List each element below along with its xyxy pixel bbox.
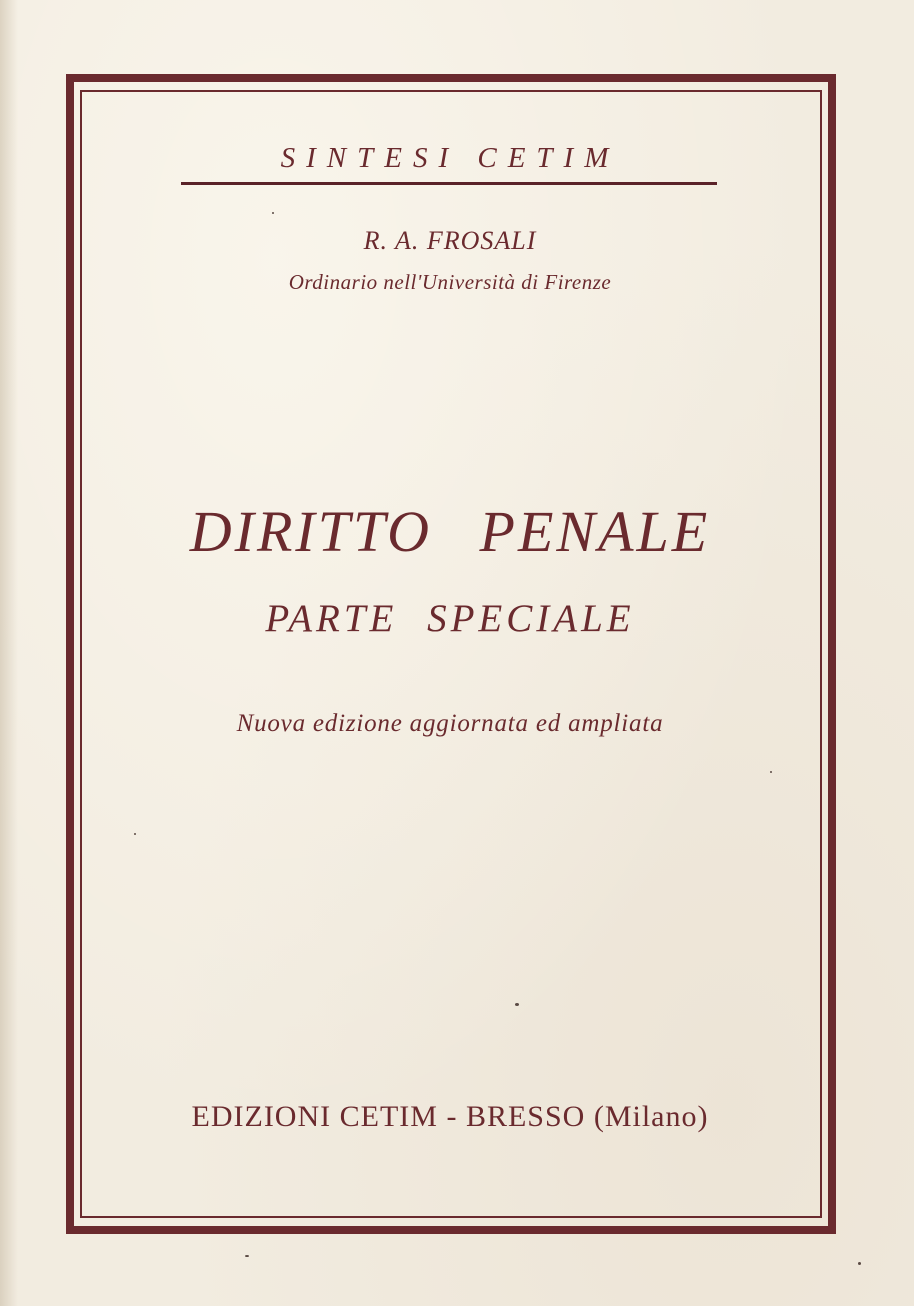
paper-speck [770,771,772,773]
inner-border-frame [80,90,822,1218]
paper-speck [858,1262,861,1265]
book-subtitle: PARTE SPECIALE [265,597,635,640]
paper-speck [515,1003,519,1006]
paper-speck [245,1255,249,1257]
paper-edge-shading [0,0,18,1306]
paper-speck [134,833,136,835]
book-title: DIRITTO PENALE [189,499,711,564]
author-name: R. A. FROSALI [363,226,537,255]
series-name: SINTESI CETIM [280,142,620,174]
edition-note: Nuova edizione aggiornata ed ampliata [236,710,664,737]
publisher-imprint: EDIZIONI CETIM - BRESSO (Milano) [191,1100,709,1133]
paper-speck [272,212,274,214]
series-underline-rule [181,182,717,185]
author-affiliation: Ordinario nell'Università di Firenze [288,270,612,294]
